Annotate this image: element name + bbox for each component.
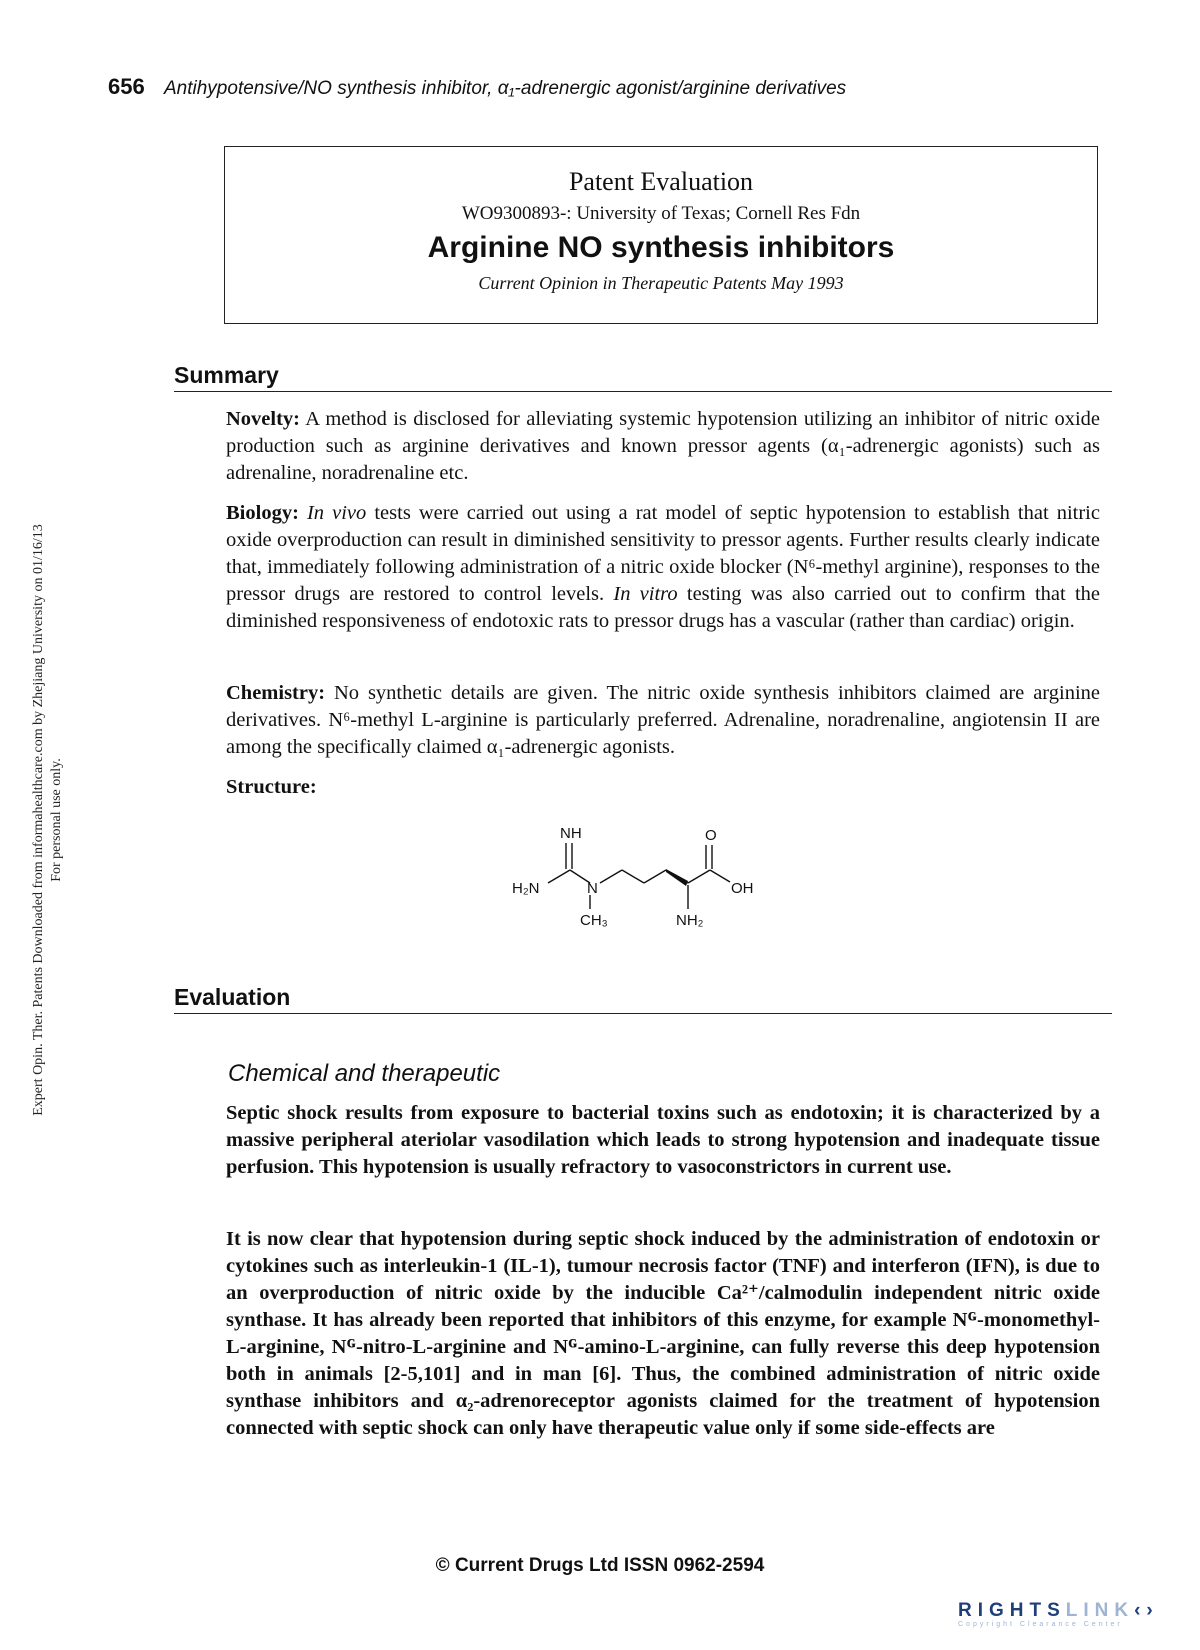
- chemistry-label: Chemistry:: [226, 682, 326, 704]
- evaluation-paragraph-1: Septic shock results from exposure to bacterial toxins such as endotoxin; it is characterized by a massive peripheral ateriolar vasodilation which leads to strong hypotension and inadequate tissue perfusion. This hypotension is usually refractory to vasoconstrictors in current use.: [226, 1102, 1100, 1178]
- structure-nh2: NH₂: [676, 912, 704, 929]
- running-head: [108, 74, 846, 100]
- page-number: 656: [108, 74, 145, 99]
- rightslink-rights: RIGHTS: [958, 1600, 1066, 1621]
- evaluation-heading: Evaluation: [174, 984, 1112, 1014]
- rightslink-subline: Copyright Clearance Center: [958, 1621, 1123, 1628]
- biology-paragraph: [226, 500, 1100, 635]
- structure-oh: OH: [731, 880, 754, 897]
- rightslink-link: LINK: [1065, 1600, 1135, 1621]
- structure-ch3: CH₃: [580, 912, 608, 929]
- download-notice-line2: For personal use only.: [49, 758, 64, 882]
- biology-in-vitro: In vitro: [613, 583, 678, 605]
- biology-in-vivo: In vivo: [306, 502, 367, 524]
- biology-text-2: testing was also carried out to confirm that the diminished responsiveness of endotoxic rats to pressor drugs has a vascular (rather than cardiac) origin.: [226, 583, 1100, 632]
- structure-label: Structure:: [226, 776, 317, 798]
- biology-text-1: tests were carried out using a rat model of septic hypotension to establish that nitric oxide overproduction can result in diminished sensitivity to pressor agents. Further results clearly indicate that, immediately following administration of a nitric oxide blocker (N⁶-methyl arginine), responses to the pressor drugs are restored to control levels.: [226, 502, 1100, 605]
- stereo-wedge-bond: [666, 869, 688, 886]
- download-notice: [30, 440, 66, 1200]
- evaluation-paragraph-2: It is now clear that hypotension during septic shock induced by the administration of endotoxin or cytokines such as interleukin-1 (IL-1), tumour necrosis factor (TNF) and interferon (IFN), is due to an overproduction of nitric oxide by the inducible Ca²⁺/calmodulin independent nitric oxide synthase. It has already been reported that inhibitors of this enzyme, for example Nᴳ-monomethyl-L-arginine, Nᴳ-nitro-L-arginine and Nᴳ-amino-L-arginine, can fully reverse this deep hypotension both in animals [2-5,101] and in man [6]. Thus, the combined administration of nitric oxide synthase inhibitors and α₂-adrenoreceptor agonists claimed for the treatment of hypotension connected with septic shock can only have therapeutic value only if some side-effects are: [226, 1228, 1100, 1439]
- evaluation-subheading: Chemical and therapeutic: [228, 1060, 501, 1087]
- novelty-paragraph: [226, 406, 1100, 487]
- rightslink-arrow-icon: ‹›: [1134, 1600, 1159, 1621]
- box-label: Patent Evaluation: [568, 167, 754, 196]
- structure-n: N: [587, 880, 598, 897]
- structure-nh: NH: [560, 825, 582, 842]
- novelty-label: Novelty:: [226, 408, 301, 430]
- patent-number: WO9300893-: University of Texas; Cornell Res Fdn: [461, 203, 861, 224]
- novelty-text: A method is disclosed for alleviating systemic hypotension utilizing an inhibitor of nitric oxide production such as arginine derivatives and known pressor agents (α₁-adrenergic agonists) such as adrenaline, noradrenaline etc.: [226, 408, 1100, 484]
- chemistry-text: No synthetic details are given. The nitric oxide synthesis inhibitors claimed are arginine derivatives. N⁶-methyl L-arginine is particularly preferred. Adrenaline, noradrenaline, angiotensin II are among the specifically claimed α₁-adrenergic agonists.: [226, 682, 1100, 758]
- article-title: Arginine NO synthesis inhibitors: [427, 231, 895, 264]
- copyright-footer: © Current Drugs Ltd ISSN 0962-2594: [435, 1555, 765, 1576]
- journal-citation: Current Opinion in Therapeutic Patents May 1993: [478, 273, 844, 293]
- chemistry-paragraph: [226, 680, 1100, 761]
- rightslink-badge[interactable]: [958, 1600, 1159, 1628]
- running-title: Antihypotensive/NO synthesis inhibitor, α₁-adrenergic agonist/arginine derivatives: [164, 78, 847, 99]
- biology-label: Biology:: [226, 502, 299, 524]
- structure-o: O: [705, 827, 717, 844]
- patent-evaluation-box: [224, 146, 1098, 324]
- summary-heading: Summary: [174, 362, 1112, 392]
- download-notice-line1: Expert Opin. Ther. Patents Downloaded from informahealthcare.com by Zhejiang University on 01/16/13: [31, 524, 46, 1116]
- structure-h2n: H₂N: [512, 880, 540, 897]
- n6-methyl-l-arginine-structure: [510, 825, 800, 945]
